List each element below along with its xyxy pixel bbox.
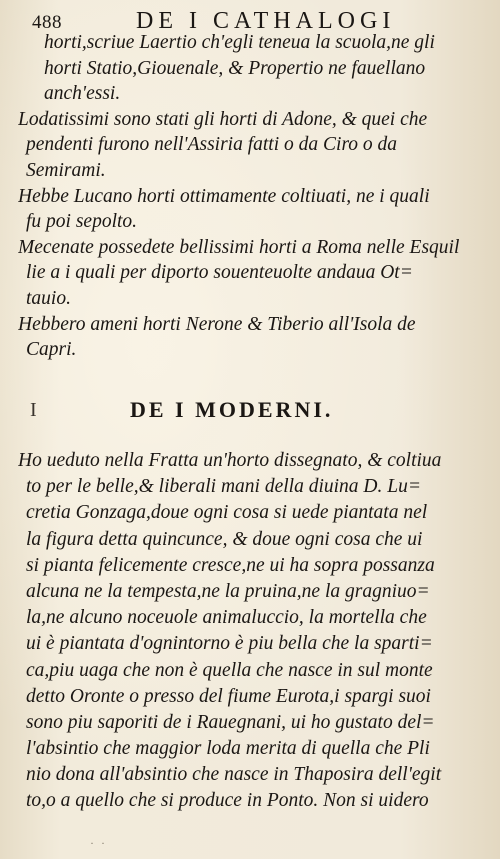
text-line: Lodatissimi sono stati gli horti di Adone, & quei che — [18, 108, 428, 130]
text-line: Hebbero ameni horti Nerone & Tiberio all'Isola de — [18, 313, 416, 335]
text-line: sono piu saporiti de i Rauegnani, ui ho gustato del= — [26, 711, 435, 733]
text-line: Mecenate possedete bellissimi horti a Roma nelle Esquil — [18, 236, 460, 258]
text-line: detto Oronte o presso del fiume Eurota,i spargi suoi — [26, 685, 431, 707]
text-line: anch'essi. — [44, 83, 121, 105]
text-line: tauio. — [26, 287, 71, 309]
text-line: ca,piu uaga che non è quella che nasce in sul monte — [26, 659, 433, 681]
text-line: nio dona all'absintio che nasce in Thaposira dell'egit — [26, 764, 442, 786]
text-line: Ho ueduto nella Fratta un'horto dissegnato, & coltiua — [18, 450, 442, 471]
text-block-ancient — [18, 30, 480, 363]
text-line: l'absintio che maggior loda merita di quella che Pli — [26, 738, 430, 760]
text-line: Capri. — [26, 339, 77, 361]
section-heading: DE I MODERNI. — [130, 397, 334, 422]
text-line: cretia Gonzaga,doue ogni cosa si uede piantata nel — [26, 502, 428, 524]
section-marker: I — [30, 399, 37, 421]
text-line: si pianta felicemente cresce,ne ui ha sopra possanza — [26, 554, 435, 576]
text-line: to per le belle,& liberali mani della diuina D. Lu= — [26, 476, 421, 498]
text-line: lie a i quali per diporto souenteuolte andaua Ot= — [26, 262, 413, 284]
text-line: Semirami. — [26, 159, 106, 181]
text-line: to,o a quello che si produce in Ponto. Non si uidero — [26, 790, 429, 812]
running-head: DE I CATHALOGI — [136, 8, 396, 34]
text-line: pendenti furono nell'Assiria fatti o da Ciro o da — [26, 134, 398, 156]
footer-mark: · · — [90, 836, 107, 850]
text-line: la figura detta quincunce, & doue ogni cosa che ui — [26, 528, 423, 550]
text-block-modern — [18, 448, 488, 815]
text-line: alcuna ne la tempesta,ne la pruina,ne la gragniuo= — [26, 580, 430, 602]
text-line: la,ne alcuno noceuole animaluccio, la mortella che — [26, 607, 427, 629]
section-heading-row — [0, 397, 500, 427]
page-number: 488 — [32, 12, 62, 33]
text-line: horti,scriue Laertio ch'egli teneua la scuola,ne gli — [44, 32, 435, 53]
text-line: ui è piantata d'ognintorno è piu bella che la sparti= — [26, 633, 433, 655]
text-line: fu poi sepolto. — [26, 211, 138, 233]
text-line: Hebbe Lucano horti ottimamente coltiuati, ne i quali — [18, 185, 430, 207]
text-line: horti Statio,Giouenale, & Propertio ne fauellano — [44, 57, 426, 79]
